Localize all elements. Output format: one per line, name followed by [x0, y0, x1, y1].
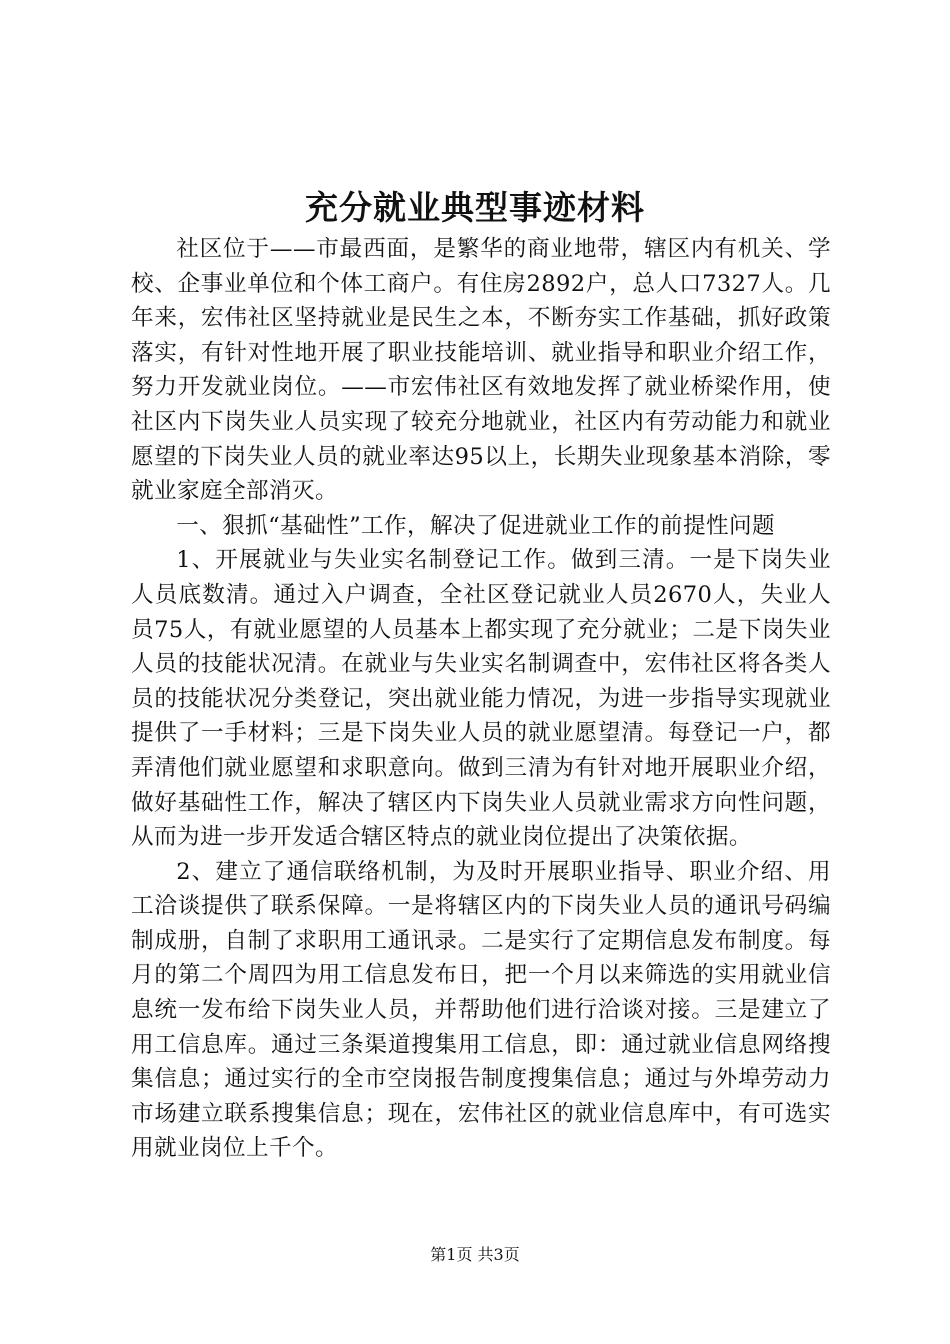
document-title: 充分就业典型事迹材料 — [305, 188, 645, 227]
paragraph-intro: 社区位于——市最西面，是繁华的商业地带，辖区内有机关、学校、企事业单位和个体工商户。有住房2892户，总人口7327人。几年来，宏伟社区坚持就业是民生之本，不断夯实工作基础，抓好政策落实，有针对性地开展了职业技能培训、就业指导和职业介绍工作，努力开发就业岗位。——市宏伟社区有效地发挥了就业桥梁作用，使社区内下岗失业人员实现了较充分地就业，社区内有劳动能力和就业愿望的下岗失业人员的就业率达95以上，长期失业现象基本消除，零就业家庭全部消灭。 — [131, 236, 831, 505]
paragraph-item-2: 2、建立了通信联络机制，为及时开展职业指导、职业介绍、用工洽谈提供了联系保障。一是将辖区内的下岗失业人员的通讯号码编制成册，自制了求职用工通讯录。二是实行了定期信息发布制度。每月的第二个周四为用工信息发布日，把一个月以来筛选的实用就业信息统一发布给下岗失业人员，并帮助他们进行洽谈对接。三是建立了用工信息库。通过三条渠道搜集用工信息，即：通过就业信息网络搜集信息；通过实行的全市空岗报告制度搜集信息；通过与外埠劳动力市场建立联系搜集信息；现在，宏伟社区的就业信息库中，有可选实用就业岗位上千个。 — [131, 858, 831, 1162]
page-number-footer: 第1页 共3页 — [430, 1245, 520, 1264]
section-heading: 一、狠抓“基础性”工作，解决了促进就业工作的前提性问题 — [176, 512, 775, 539]
document-body — [131, 232, 831, 1166]
paragraph-item-1: 1、开展就业与失业实名制登记工作。做到三清。一是下岗失业人员底数清。通过入户调查，全社区登记就业人员2670人，失业人员75人，有就业愿望的人员基本上都实现了充分就业；二是下岗失业人员的技能状况清。在就业与失业实名制调查中，宏伟社区将各类人员的技能状况分类登记，突出就业能力情况，为进一步指导实现就业提供了一手材料；三是下岗失业人员的就业愿望清。每登记一户，都弄清他们就业愿望和求职意向。做到三清为有针对地开展职业介绍，做好基础性工作，解决了辖区内下岗失业人员就业需求方向性问题，从而为进一步开发适合辖区特点的就业岗位提出了决策依据。 — [131, 547, 831, 851]
